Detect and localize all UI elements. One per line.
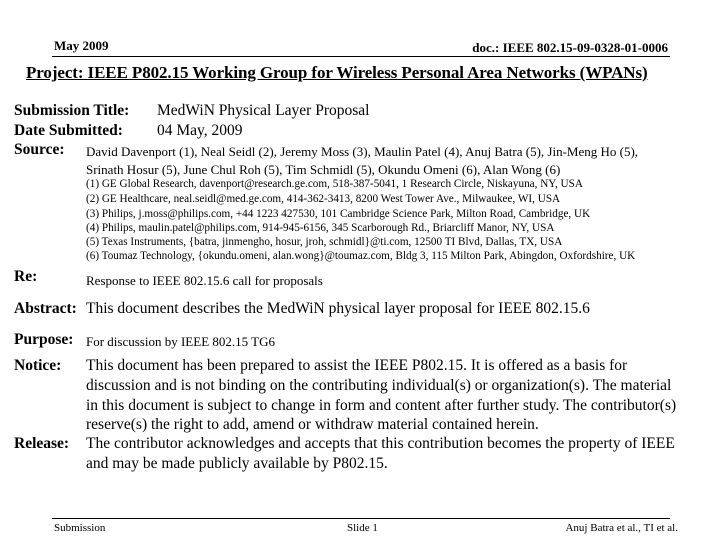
- affiliation-4: (4) Philips, maulin.patel@philips.com, 914-945-6156, 345 Scarborough Rd., Briarcliff Manor, NY, USA: [86, 222, 555, 234]
- source-authors-line2: Srinath Hosur (5), June Chul Roh (5), Tim Schmidl (5), Okundu Omeni (6), Alan Wong (6): [86, 162, 561, 177]
- release-line-1: The contributor acknowledges and accepts that this contribution becomes the property of IEEE: [86, 435, 675, 452]
- footer-authors: Anuj Batra et al., TI et al.: [565, 522, 678, 534]
- project-title: Project: IEEE P802.15 Working Group for Wireless Personal Area Networks (WPANs): [26, 63, 648, 82]
- release-label: Release:: [14, 435, 70, 452]
- submission-title-label: Submission Title:: [14, 102, 130, 119]
- date-submitted-value: 04 May, 2009: [157, 122, 243, 139]
- footer-divider: [52, 518, 670, 519]
- re-value: Response to IEEE 802.15.6 call for proposals: [86, 273, 323, 288]
- header-doc-id: doc.: IEEE 802.15-09-0328-01-0006: [472, 40, 668, 55]
- affiliation-1: (1) GE Global Research, davenport@research.ge.com, 518-387-5041, 1 Research Circle, Niskayuna, NY, USA: [86, 178, 583, 190]
- abstract-value: This document describes the MedWiN physical layer proposal for IEEE 802.15.6: [86, 300, 590, 317]
- notice-label: Notice:: [14, 357, 62, 374]
- notice-line-4: reserve(s) the right to add, amend or withdraw material contained herein.: [86, 416, 539, 433]
- header-date: May 2009: [54, 38, 109, 53]
- release-line-2: and may be made publicly available by P802.15.: [86, 455, 388, 472]
- notice-line-1: This document has been prepared to assist the IEEE P802.15. It is offered as a basis for: [86, 357, 628, 374]
- re-label: Re:: [14, 268, 38, 285]
- notice-line-3: in this document is subject to change in form and content after further study. The contributor(s): [86, 397, 677, 414]
- affiliation-3: (3) Philips, j.moss@philips.com, +44 1223 427530, 101 Cambridge Science Park, Milton Road, Cambridge, UK: [86, 208, 591, 220]
- footer-slide-number: Slide 1: [347, 522, 378, 534]
- header-divider: [52, 56, 670, 57]
- submission-title-value: MedWiN Physical Layer Proposal: [157, 102, 370, 119]
- affiliation-5: (5) Texas Instruments, {batra, jinmengho, hosur, jroh, schmidl}@ti.com, 12500 TI Blvd, Dallas, TX, USA: [86, 236, 563, 248]
- date-submitted-label: Date Submitted:: [14, 122, 123, 139]
- source-label: Source:: [14, 141, 65, 158]
- affiliation-2: (2) GE Healthcare, neal.seidl@med.ge.com, 414-362-3413, 8200 West Tower Ave., Milwaukee, WI, USA: [86, 193, 561, 205]
- purpose-label: Purpose:: [14, 331, 74, 348]
- purpose-value: For discussion by IEEE 802.15 TG6: [86, 334, 275, 349]
- affiliation-6: (6) Toumaz Technology, {okundu.omeni, alan.wong}@toumaz.com, Bldg 3, 115 Milton Park, Abingdon, Oxfordshire, UK: [86, 250, 636, 262]
- footer-submission: Submission: [54, 522, 106, 534]
- abstract-label: Abstract:: [14, 300, 77, 317]
- notice-line-2: discussion and is not binding on the contributing individual(s) or organization(s). The material: [86, 377, 672, 394]
- source-authors-line1: David Davenport (1), Neal Seidl (2), Jeremy Moss (3), Maulin Patel (4), Anuj Batra (5), Jin-Meng Ho (5),: [86, 144, 639, 159]
